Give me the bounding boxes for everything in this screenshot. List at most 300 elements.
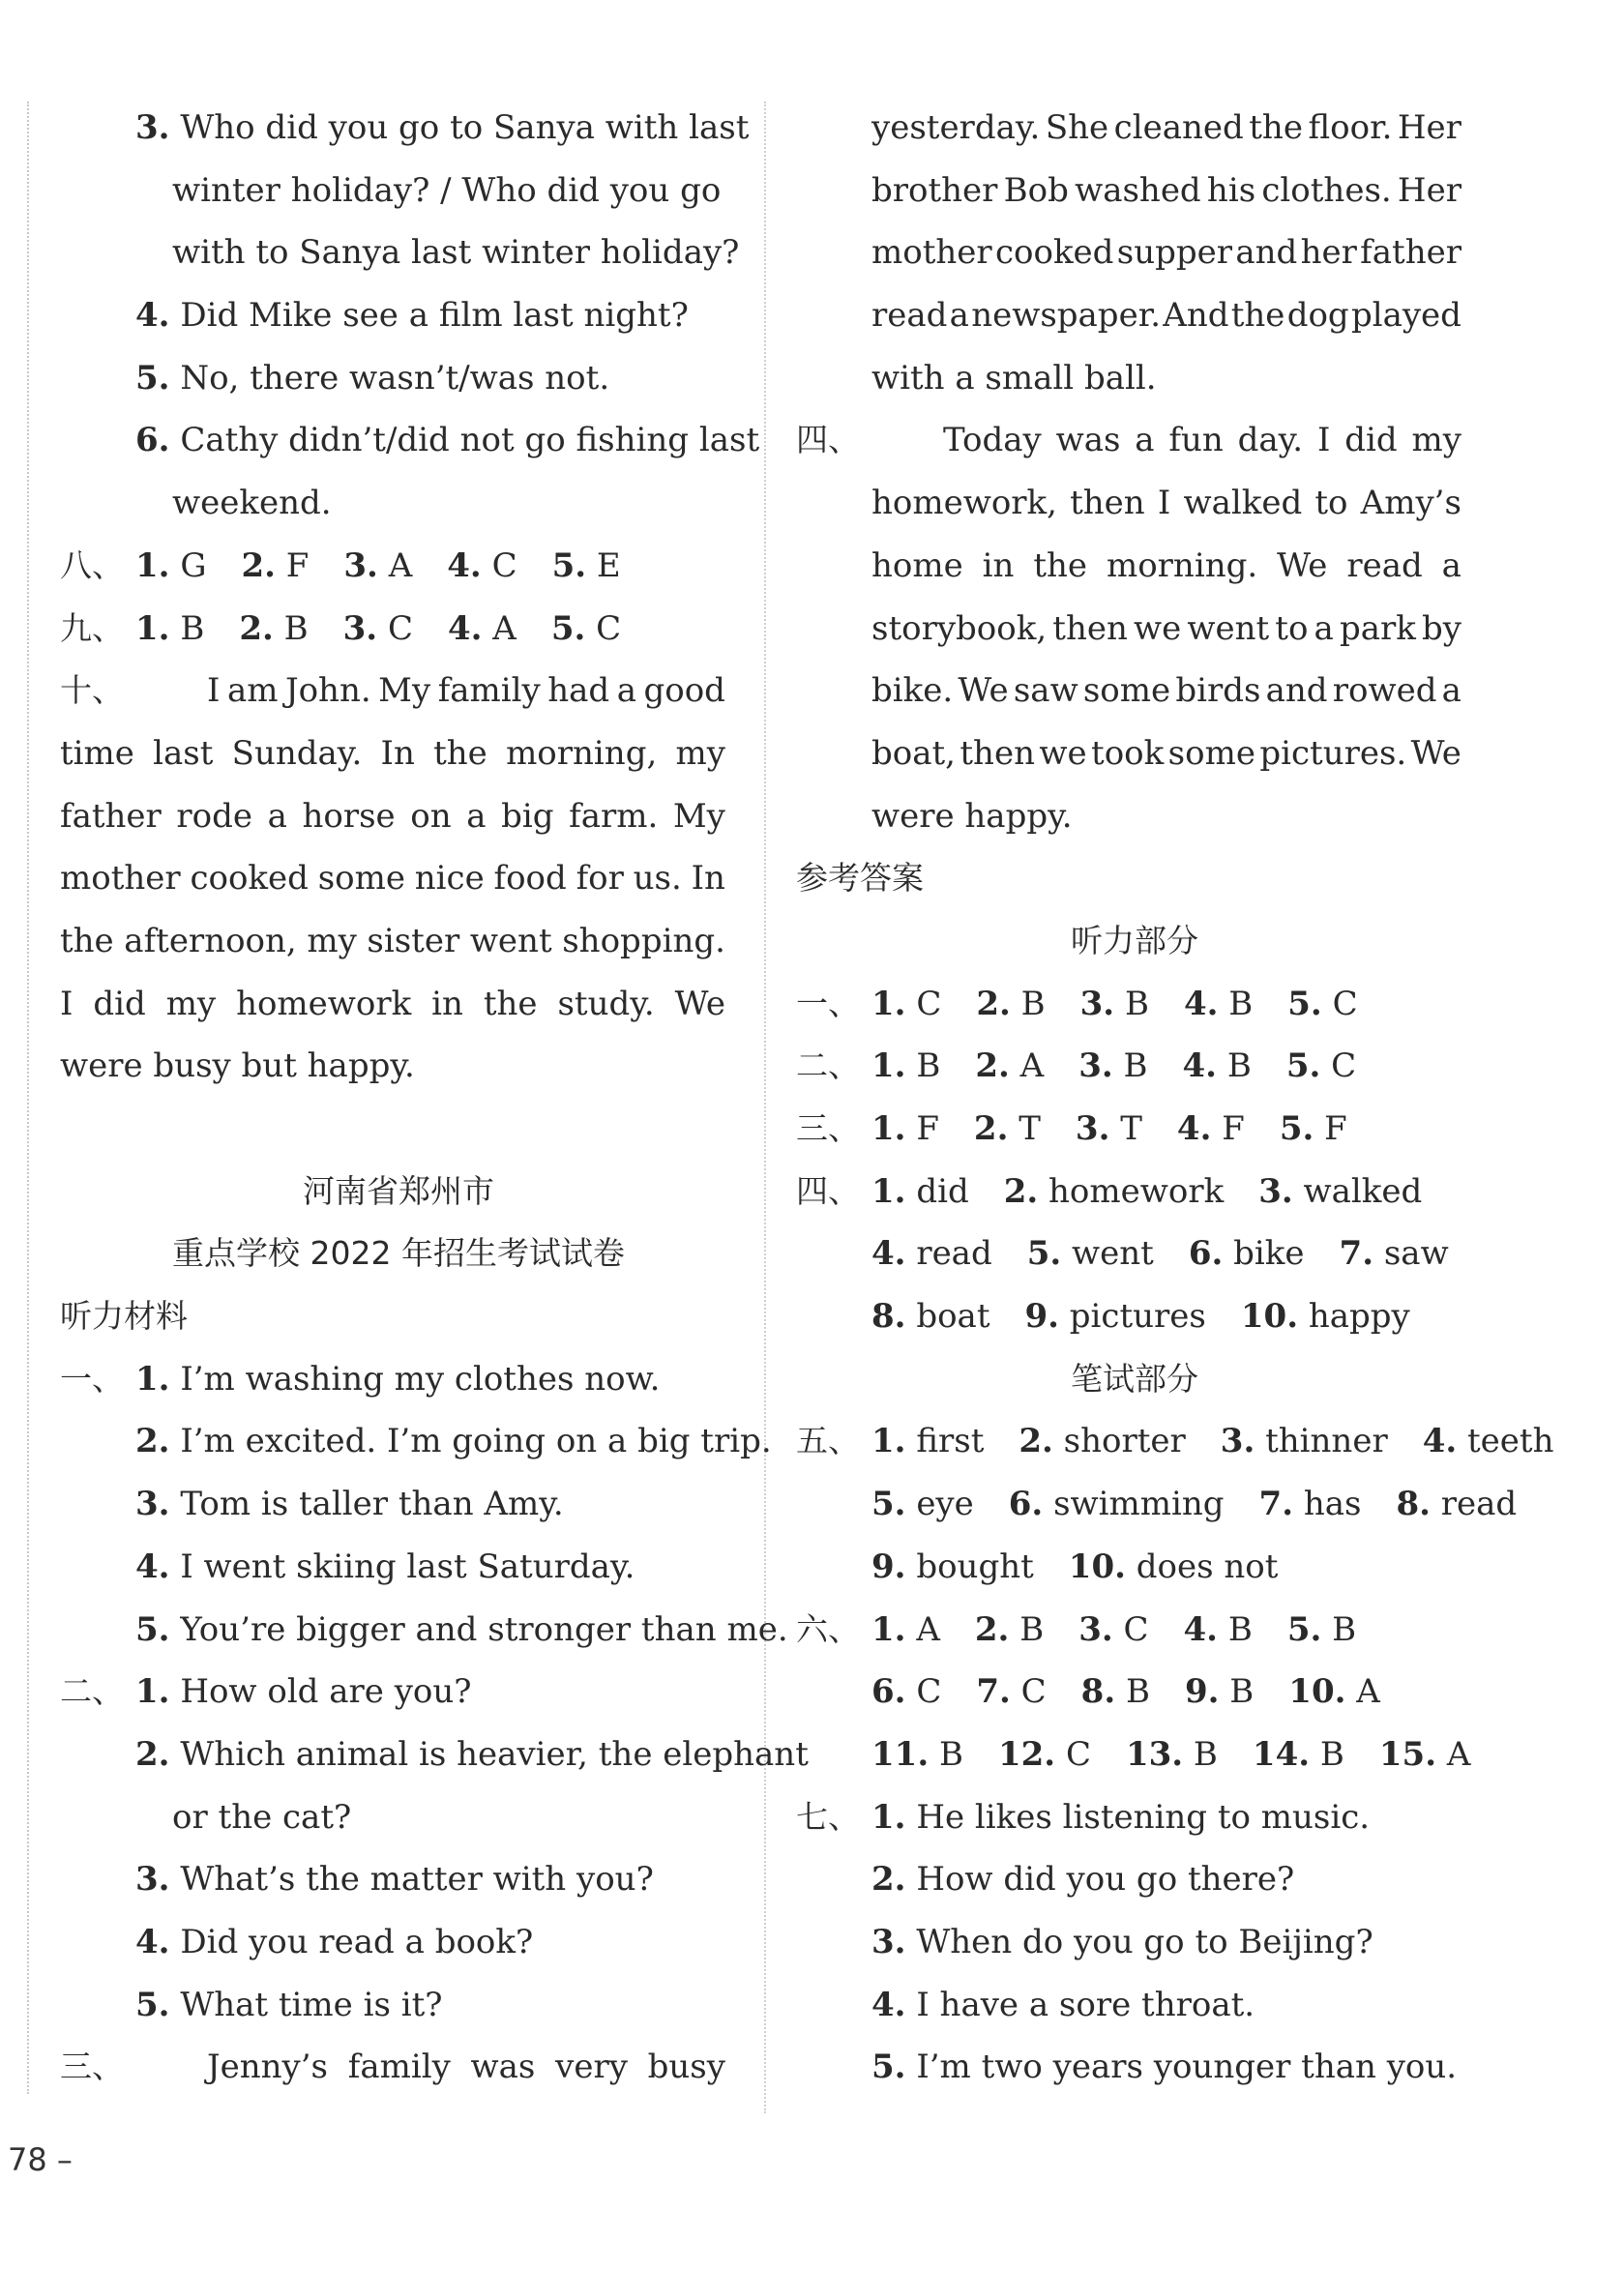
answer-value: B	[180, 608, 205, 648]
paragraph-text: with a small ball.	[871, 358, 1157, 398]
exam-title-line-1: 河南省郑州市	[303, 1171, 494, 1210]
word: supper	[1116, 233, 1233, 273]
answer-number: 10.	[1240, 1297, 1299, 1337]
answer-value: T	[1120, 1109, 1142, 1148]
answer-value: A	[492, 608, 517, 648]
answer-value: C	[1123, 1609, 1149, 1649]
answer-row	[60, 535, 737, 598]
answer-item	[1177, 1098, 1245, 1161]
item-text	[871, 1848, 1294, 1911]
item-content: I’m excited. I’m going on a big trip.	[180, 1422, 772, 1461]
answer-item	[1253, 1724, 1344, 1786]
answer-value: homework	[1048, 1171, 1225, 1211]
answer-row	[796, 1473, 1518, 1536]
paragraph-line	[796, 660, 1473, 722]
answer-value: saw	[1383, 1234, 1449, 1274]
answer-number: 6.	[1188, 1234, 1224, 1274]
paragraph-line	[60, 2036, 737, 2099]
paragraph-line	[60, 973, 737, 1036]
item-text	[135, 97, 749, 160]
numbered-line	[796, 1974, 1473, 2037]
item-text	[135, 1599, 788, 1662]
word: morning.	[1106, 545, 1258, 585]
answer-value: first	[916, 1422, 985, 1461]
answer-number: 5.	[550, 608, 586, 648]
section-label	[796, 847, 1473, 910]
paragraph-text	[871, 535, 1462, 598]
continuation-text: weekend.	[172, 484, 332, 523]
item-text	[135, 1911, 533, 1974]
word: morning,	[506, 733, 658, 773]
answer-value: B	[1123, 1046, 1148, 1086]
answer-value: C	[916, 1672, 942, 1712]
section-marker: 七、	[796, 1797, 860, 1836]
answer-number: 8.	[871, 1297, 906, 1337]
listening-material-label: 听力材料	[60, 1297, 188, 1336]
word: home	[871, 545, 963, 585]
item-content: I’m two years younger than you.	[916, 2048, 1458, 2087]
answer-item	[241, 535, 309, 598]
answer-value: B	[1125, 1672, 1150, 1712]
item-number: 5.	[135, 358, 170, 398]
answer-value: A	[1356, 1672, 1380, 1712]
numbered-line	[60, 1599, 788, 1662]
word: big	[501, 796, 554, 836]
answer-value: thinner	[1265, 1422, 1388, 1461]
word: the	[60, 921, 114, 960]
answer-value: C	[916, 984, 942, 1023]
item-content: Cathy didn’t/did not go fishing last	[180, 421, 760, 460]
word: day.	[1237, 421, 1304, 460]
section-marker: 一、	[60, 1359, 124, 1398]
answer-number: 4.	[447, 608, 483, 648]
paragraph-text: were busy but happy.	[60, 1046, 415, 1086]
section-label	[60, 1285, 737, 1348]
paragraph-line	[796, 221, 1473, 284]
answer-row	[796, 1410, 1554, 1473]
answer-number: 4.	[871, 1234, 906, 1274]
numbered-line	[796, 1786, 1473, 1849]
word: was	[470, 2048, 536, 2087]
answer-number: 12.	[997, 1734, 1056, 1774]
answer-value: B	[916, 1046, 941, 1086]
word: family	[437, 671, 541, 711]
answer-number: 4.	[1176, 1109, 1212, 1148]
answer-number: 14.	[1252, 1734, 1311, 1774]
item-number: 4.	[871, 1985, 906, 2024]
written-part-heading: 笔试部分	[1071, 1359, 1198, 1398]
answer-value: C	[1331, 1046, 1357, 1086]
item-content: Who did you go to Sanya with last	[180, 108, 750, 147]
item-text	[135, 1473, 564, 1536]
answers	[871, 1536, 1313, 1599]
item-content: Which animal is heavier, the elephant	[180, 1734, 809, 1774]
section-marker: 一、	[796, 984, 860, 1022]
answer-number: 5.	[1285, 1046, 1321, 1086]
word: a	[1135, 421, 1155, 460]
answer-number: 3.	[1078, 1609, 1113, 1649]
paragraph-text	[871, 160, 1462, 222]
word: My	[378, 671, 431, 711]
answer-number: 3.	[1079, 984, 1115, 1023]
answer-value: read	[1440, 1485, 1518, 1524]
word: horse	[302, 796, 396, 836]
word: John.	[284, 671, 371, 711]
item-content: Did you read a book?	[180, 1922, 534, 1961]
word: walked	[1183, 484, 1303, 523]
answer-value: teeth	[1467, 1422, 1554, 1461]
word: mother	[60, 859, 181, 899]
word: then	[1052, 608, 1128, 648]
answer-item	[976, 973, 1045, 1036]
answer-value: C	[491, 545, 517, 585]
word: to	[1275, 608, 1309, 648]
answer-value: F	[1222, 1109, 1245, 1148]
word: the	[1230, 296, 1285, 336]
answer-item	[871, 1285, 989, 1348]
answers-label: 参考答案	[796, 859, 924, 898]
item-number: 6.	[135, 421, 170, 460]
word: pictures.	[1259, 733, 1407, 773]
paragraph-line	[60, 1035, 737, 1098]
item-content: I have a sore throat.	[916, 1985, 1255, 2024]
paragraph-line	[796, 722, 1473, 785]
word: very	[555, 2048, 628, 2087]
answer-number: 1.	[871, 1422, 906, 1461]
item-content: Tom is taller than Amy.	[180, 1485, 564, 1524]
item-number: 3.	[135, 108, 170, 147]
answer-number: 1.	[135, 545, 170, 585]
numbered-line	[60, 1661, 737, 1724]
answer-number: 4.	[447, 545, 482, 585]
answer-number: 5.	[1279, 1109, 1314, 1148]
item-number: 4.	[135, 1547, 170, 1586]
left-column	[60, 97, 809, 2099]
word: homework	[236, 984, 412, 1023]
word: then	[1070, 484, 1145, 523]
paragraph-text: were happy.	[871, 796, 1073, 836]
item-number: 5.	[135, 1985, 170, 2024]
word: a	[1441, 545, 1462, 585]
paragraph-line	[60, 722, 737, 785]
answer-row	[796, 1599, 1473, 1662]
section-marker: 二、	[796, 1046, 860, 1085]
answer-item	[1258, 1161, 1422, 1223]
answer-item	[871, 1724, 963, 1786]
answer-value: C	[596, 608, 622, 648]
answer-number: 7.	[1339, 1234, 1374, 1274]
item-text	[871, 1974, 1255, 2037]
word: busy	[647, 2048, 725, 2087]
answer-value: B	[1227, 1609, 1253, 1649]
word: fun	[1168, 421, 1224, 460]
numbered-line	[60, 409, 760, 472]
answer-item	[1069, 1536, 1279, 1599]
paragraph-text	[60, 722, 725, 785]
paragraph-line	[796, 535, 1473, 598]
answer-number: 5.	[1286, 1609, 1322, 1649]
item-number: 3.	[135, 1485, 170, 1524]
answer-value: F	[285, 545, 310, 585]
word: dog	[1286, 296, 1349, 336]
word: went	[469, 921, 552, 960]
paragraph-line	[796, 598, 1473, 661]
answer-item	[974, 1098, 1041, 1161]
answer-number: 1.	[871, 1046, 906, 1086]
numbered-line	[796, 1911, 1473, 1974]
word: nice	[414, 859, 485, 899]
answer-number: 10.	[1068, 1547, 1126, 1586]
paragraph-line	[60, 847, 737, 910]
answer-value: B	[1019, 1609, 1045, 1649]
answer-item	[1396, 1473, 1517, 1536]
answer-number: 1.	[871, 1609, 906, 1649]
word: sister	[367, 921, 460, 960]
answer-item	[871, 1035, 940, 1098]
answer-number: 13.	[1125, 1734, 1184, 1774]
answer-number: 4.	[1183, 984, 1219, 1023]
item-content: I’m washing my clothes now.	[180, 1359, 661, 1399]
continuation-text: with to Sanya last winter holiday?	[172, 233, 740, 273]
answer-item	[1423, 1410, 1554, 1473]
word: played	[1350, 296, 1462, 336]
answer-number: 2.	[239, 608, 274, 648]
section-marker: 六、	[796, 1609, 860, 1648]
answer-item	[1184, 1599, 1253, 1662]
answer-value: swimming	[1053, 1485, 1225, 1524]
answer-item	[343, 598, 413, 661]
answer-number: 5.	[1026, 1234, 1062, 1274]
answer-item	[1286, 1035, 1356, 1098]
paragraph-line	[796, 347, 1473, 410]
answers	[871, 1098, 1382, 1161]
answer-number: 3.	[342, 608, 378, 648]
answer-item	[1288, 1661, 1380, 1724]
paragraph-text	[871, 284, 1462, 347]
word: In	[691, 859, 725, 899]
word: did	[1344, 421, 1398, 460]
answer-row	[796, 1724, 1473, 1786]
answer-item	[871, 1473, 974, 1536]
answer-item	[1221, 1410, 1388, 1473]
answer-value: A	[388, 545, 413, 585]
paragraph-line	[796, 160, 1473, 222]
item-content: What’s the matter with you?	[180, 1860, 654, 1900]
answer-value: C	[1332, 984, 1358, 1023]
answer-value: bought	[916, 1547, 1034, 1586]
answer-number: 10.	[1288, 1672, 1346, 1712]
answer-number: 3.	[1075, 1109, 1110, 1148]
word: floor.	[1308, 108, 1393, 147]
section-marker: 二、	[60, 1672, 124, 1711]
numbered-line	[60, 1974, 737, 2037]
word: went	[1187, 608, 1270, 648]
answers	[871, 1410, 1588, 1473]
answer-number: 9.	[1024, 1297, 1059, 1337]
answer-value: went	[1072, 1234, 1154, 1274]
answer-value: bike	[1233, 1234, 1305, 1274]
numbered-line	[60, 1724, 809, 1786]
answer-item	[1241, 1285, 1410, 1348]
word: a	[466, 796, 487, 836]
answer-number: 9.	[871, 1547, 906, 1586]
answer-number: 3.	[1258, 1171, 1293, 1211]
item-content: How did you go there?	[916, 1860, 1295, 1900]
answer-value: B	[283, 608, 309, 648]
answer-number: 2.	[1003, 1171, 1039, 1211]
word: I	[1157, 484, 1171, 523]
answer-value: C	[387, 608, 413, 648]
paragraph-text	[60, 973, 725, 1036]
word: rode	[176, 796, 252, 836]
word: we	[1039, 733, 1087, 773]
exam-title-line-2: 重点学校 2022 年招生考试试卷	[172, 1234, 625, 1273]
word: I	[60, 984, 74, 1023]
answer-row	[796, 1285, 1473, 1348]
word: bike.	[871, 671, 954, 711]
item-number: 5.	[135, 1609, 170, 1649]
numbered-line	[60, 97, 750, 160]
answer-value: F	[916, 1109, 939, 1148]
answer-value: B	[1124, 984, 1149, 1023]
answers	[871, 1285, 1445, 1348]
section-marker: 十、	[60, 671, 124, 710]
answer-item	[975, 1035, 1044, 1098]
word: In	[380, 733, 415, 773]
word: My	[672, 796, 725, 836]
word: Bob	[1003, 170, 1069, 210]
answer-item	[447, 535, 517, 598]
answer-number: 5.	[871, 1485, 906, 1524]
item-number: 4.	[135, 1922, 170, 1961]
word: took	[1091, 733, 1165, 773]
paragraph-line	[60, 910, 737, 973]
answer-item	[1076, 1098, 1142, 1161]
answer-row	[796, 1223, 1473, 1285]
answer-value: C	[1065, 1734, 1091, 1774]
word: last	[153, 733, 214, 773]
answer-item	[871, 1661, 941, 1724]
item-number: 3.	[871, 1922, 906, 1961]
answer-number: 2.	[975, 1046, 1010, 1086]
numbered-line	[60, 1536, 737, 1599]
paragraph-line	[796, 97, 1473, 160]
paragraph-text	[943, 409, 1462, 472]
item-text	[871, 1911, 1373, 1974]
binding-edge-dots	[27, 102, 29, 2094]
word: her	[1300, 233, 1357, 273]
answers	[871, 1724, 1505, 1786]
word: had	[547, 671, 610, 711]
answers	[135, 598, 656, 661]
answer-item	[1287, 973, 1357, 1036]
section-marker: 四、	[796, 1171, 860, 1210]
answer-item	[135, 535, 206, 598]
answer-value: A	[1446, 1734, 1471, 1774]
text-line	[60, 1786, 737, 1849]
answer-value: T	[1019, 1109, 1041, 1148]
item-text	[135, 409, 759, 472]
answer-number: 15.	[1378, 1734, 1437, 1774]
answer-item	[135, 598, 204, 661]
continuation-text: winter holiday? / Who did you go	[172, 170, 722, 210]
item-content: No, there wasn’t/was not.	[180, 358, 610, 398]
word: good	[643, 671, 725, 711]
item-number: 5.	[871, 2048, 906, 2087]
answer-item	[976, 1661, 1046, 1724]
word: was	[1055, 421, 1121, 460]
paragraph-text	[871, 660, 1462, 722]
word: brother	[871, 170, 998, 210]
numbered-line	[60, 1911, 737, 1974]
paragraph-text	[871, 97, 1462, 160]
word: rowed	[1332, 671, 1437, 711]
answer-item	[1185, 1661, 1254, 1724]
item-text	[135, 347, 609, 410]
word: father	[60, 796, 162, 836]
word: farm.	[569, 796, 659, 836]
word: I	[1316, 421, 1331, 460]
answers	[871, 1599, 1391, 1662]
word: mother	[871, 233, 992, 273]
word: saw	[1013, 671, 1078, 711]
item-text	[135, 1536, 635, 1599]
word: his	[1206, 170, 1256, 210]
numbered-line	[60, 1473, 737, 1536]
word: father	[1360, 233, 1462, 273]
answer-value: B	[1193, 1734, 1218, 1774]
paragraph-line	[60, 785, 737, 848]
section-marker: 五、	[796, 1422, 860, 1460]
word: food	[493, 859, 567, 899]
item-text	[135, 1348, 660, 1411]
answer-number: 11.	[871, 1734, 930, 1774]
paragraph-text	[60, 910, 725, 973]
answer-item	[551, 598, 621, 661]
word: my	[1411, 421, 1462, 460]
word: a	[1314, 608, 1334, 648]
word: in	[431, 984, 463, 1023]
word: us.	[633, 859, 682, 899]
word: am	[226, 671, 279, 711]
word: We	[1410, 733, 1462, 773]
answer-number: 5.	[1287, 984, 1322, 1023]
exam-title	[60, 1223, 737, 1285]
word: read	[1346, 545, 1423, 585]
text-line	[60, 160, 737, 222]
item-content: When do you go to Beijing?	[916, 1922, 1373, 1961]
answer-number: 4.	[1422, 1422, 1458, 1461]
answers	[871, 1223, 1484, 1285]
word: homework,	[871, 484, 1057, 523]
word: for	[576, 859, 624, 899]
answer-row	[60, 598, 737, 661]
item-text	[135, 1661, 472, 1724]
answer-value: B	[1319, 1734, 1344, 1774]
paragraph-text	[207, 2036, 725, 2099]
item-number: 3.	[135, 1860, 170, 1900]
word: Amy’s	[1360, 484, 1462, 523]
answer-item	[1126, 1724, 1218, 1786]
paragraph-line	[796, 284, 1473, 347]
answer-number: 7.	[1258, 1485, 1294, 1524]
answer-item	[1340, 1223, 1449, 1285]
answer-item	[1379, 1724, 1471, 1786]
item-number: 2.	[871, 1860, 906, 1900]
word: some	[1082, 671, 1171, 711]
word: yesterday.	[871, 108, 1041, 147]
item-content: I went skiing last Saturday.	[180, 1547, 635, 1586]
